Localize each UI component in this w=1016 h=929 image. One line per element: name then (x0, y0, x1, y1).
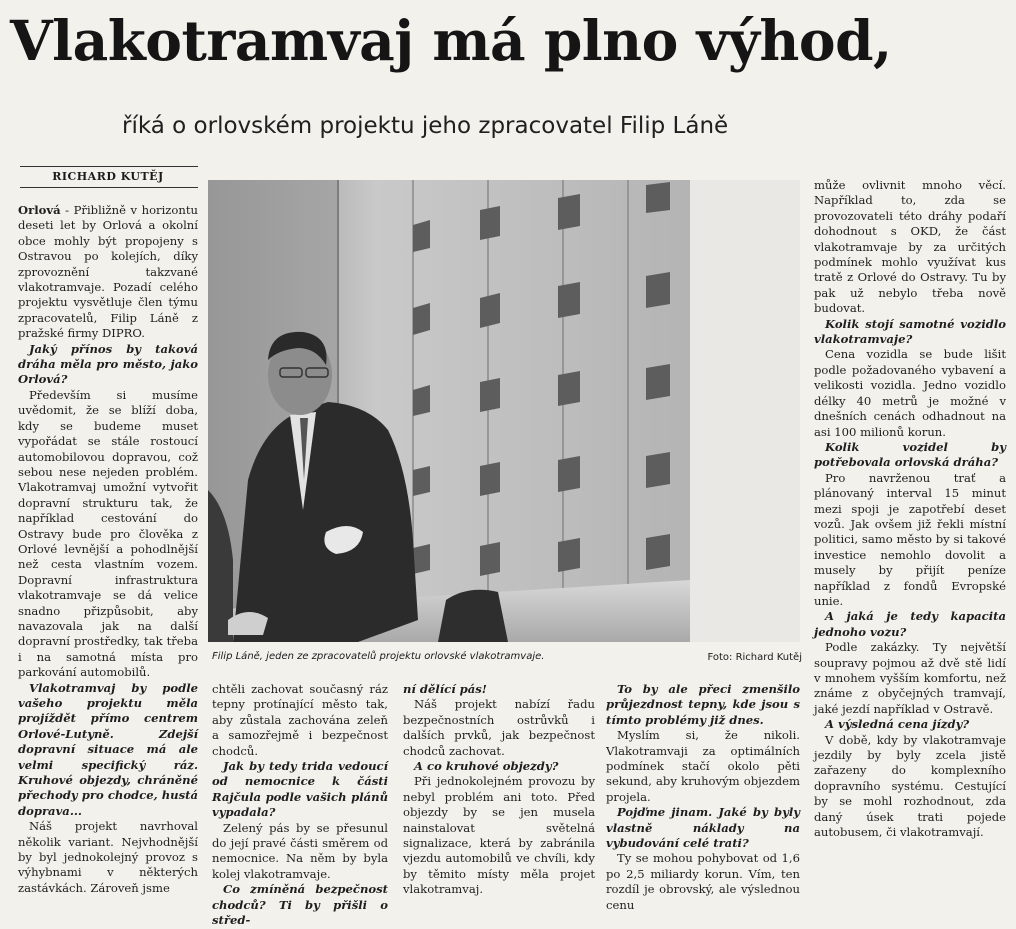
interview-answer: může ovlivnit mnoho věcí. Například to, zda se provozovateli této dráhy podaří dohodnout s OKD, že část vlakotramvaje by za určitých podmínek mohlo využívat kus tratě z Orlové do Ostravy. Tu by pak už nebylo třeba nově budovat. (814, 178, 1006, 316)
interview-question: Pojďme jinam. Jaké by byly vlastně náklady na vybudování celé trati? (606, 805, 800, 851)
article-column-2 (212, 682, 388, 928)
photo-margin (690, 180, 800, 642)
article-photo (208, 180, 690, 642)
interview-question: ní dělící pás! (403, 682, 487, 696)
interview-answer: Náš projekt nabízí řadu bezpečnostních ostrůvků i dalších prvků, jak bezpečnost chodců zachovat. (403, 697, 595, 758)
interview-answer: Při jednokolejném provozu by nebyl problém ani toto. Před objezdy by se jen musela nainstalovat světelná signalizace, která by zabránila vjezdu automobilů ve chvíli, kdy by těmito místy měla projet vlakotramvaj. (403, 774, 595, 897)
interview-answer: Myslím si, že nikoli. Vlakotramvaji za optimálních podmínek stačí okolo pěti sekund, aby kruhovým objezdem projela. (606, 728, 800, 804)
interview-question: A co kruhové objezdy? (414, 759, 559, 774)
byline-top-rule (20, 166, 198, 167)
lead-paragraph (18, 203, 198, 342)
photo-caption: Filip Láně, jeden ze zpracovatelů projektu orlovské vlakotramvaje. (212, 651, 545, 662)
interview-answer: chtěli zachovat současný ráz tepny protínající město tak, aby zůstala zachována zeleň a samozřejmě i bezpečnost chodců. (212, 682, 388, 758)
interview-question: Jaký přínos by taková dráha měla pro město, jako Orlová? (18, 341, 198, 387)
interview-answer: Pro navrženou trať a plánovaný interval 15 minut mezi spoji je zapotřebí deset vozů. Jak ovšem již řekli místní politici, samo město by si takové investice nemohlo dovolit a musely by přijít peníze například z fondů Evropské unie. (814, 470, 1006, 608)
interview-answer: Ty se mohou pohybovat od 1,6 po 2,5 miliardy korun. Vím, ten rozdíl je obrovský, ale výslednou cenu (606, 851, 800, 912)
interview-answer: Podle zakázky. Ty největší soupravy pojmou až dvě stě lidí v mnohem vyšším komfortu, než známe z obyčejných tramvají, jaké jezdí například v Ostravě. (814, 640, 1006, 716)
lead-text: - Přibližně v horizontu deseti let by Orlová a okolní obce mohly být propojeny s Ostravou po kolejích, díky zprovoznění takzvané vlakotramvaje. Pozadí celého projektu vysvětluje člen týmu zpracovatelů, Filip Láně z pražské firmy DIPRO. (18, 203, 198, 341)
byline: RICHARD KUTĚJ (52, 170, 164, 183)
interview-question: Kolik vozidel by potřebovala orlovská dráha? (814, 439, 1006, 470)
photo-illustration (208, 180, 690, 642)
interview-answer: Zelený pás by se přesunul do její pravé části směrem od nemocnice. Na něm by byla kolej vlakotramvaje. (212, 820, 388, 881)
interview-answer: Náš projekt navrhoval několik variant. Nejvhodnější by byl jednokolejný provoz s výhybnami v některých zastávkách. Zároveň jsme (18, 819, 198, 895)
interview-question: To by ale přeci zmenšilo průjezdnost tepny, kde jsou s tímto problémy již dnes. (606, 682, 800, 727)
headline: Vlakotramvaj má plno výhod, (10, 8, 892, 73)
interview-question: Kolik stojí samotné vozidlo vlakotramvaje? (814, 316, 1006, 347)
interview-answer: V době, kdy by vlakotramvaje jezdily by byly zcela jistě zařazeny do komplexního dopravního systému. Cestující by se mohl rozhodnout, zda daný úsek trati pojede autobusem, či vlakotramvají. (814, 732, 1006, 840)
interview-question: A jaká je tedy kapacita jednoho vozu? (814, 609, 1006, 639)
interview-question: Jak by tedy trida vedoucí od nemocnice k části Rajčula podle vašich plánů vypadala? (212, 759, 388, 820)
article-column-1 (18, 203, 198, 911)
article-column-5 (814, 178, 1006, 911)
byline-bottom-rule (20, 187, 198, 188)
photo-credit: Foto: Richard Kutěj (707, 652, 802, 663)
dateline-place: Orlová (18, 203, 61, 217)
interview-question: A výsledná cena jízdy? (825, 717, 970, 732)
interview-question: Co zmíněná bezpečnost chodců? Ti by přišli o střed- (212, 882, 388, 928)
subheadline: říká o orlovském projektu jeho zpracovatel Filip Láně (122, 113, 729, 139)
interview-answer: Cena vozidla se bude lišit podle požadovaného vybavení a velikosti vozidla. Jedno vozidlo délky 40 metrů je možné v dnešních cenách odhadnout na asi 100 milionů korun. (814, 347, 1006, 439)
interview-question: Vlakotramvaj by podle vašeho projektu měla projíždět přímo centrem Orlové-Lutyně. Zdejší dopravní situace má ale velmi specifický ráz. Kruhové objezdy, chráněné přechody pro chodce, hustá doprava... (18, 680, 198, 818)
article-column-4 (606, 682, 800, 912)
interview-answer: Především si musíme uvědomit, že se blíží doba, kdy se budeme muset vypořádat se stále rostoucí automobilovou dopravou, což sebou nese nejeden problém. Vlakotramvaj umožní vytvořit dopravní strukturu tak, že například cestování do Ostravy bude pro člověka z Orlové levnější a pohodlnější než cesta vlastním vozem. Dopravní infrastruktura vlakotramvaje se dá velice snadno přizpůsobit, aby navazovala jak na další dopravní prostředky, tak třeba i na samotná místa pro parkování automobilů. (18, 387, 198, 680)
article-column-3 (403, 682, 595, 912)
